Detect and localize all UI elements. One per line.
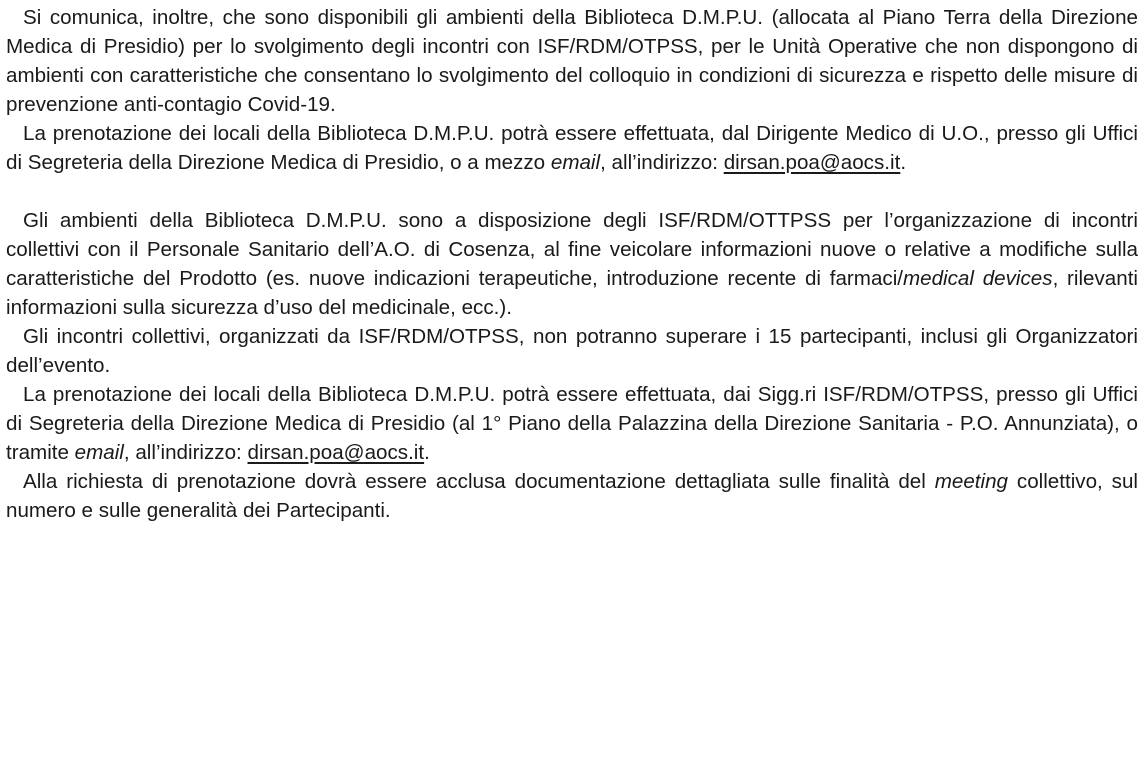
paragraph-text: , rilevanti informazioni sulla sicurezza d’uso del medicinale, ecc.). bbox=[6, 267, 1139, 319]
paragraph-booking-doctors bbox=[6, 119, 1138, 177]
paragraph-text: Gli incontri collettivi, organizzati da ISF/RDM/OTPSS, non potranno superare i 15 partecipanti, inclusi gli Organizzatori dell’evento. bbox=[6, 325, 1138, 377]
paragraph-text: Alla richiesta di prenotazione dovrà essere acclusa documentazione dettagliata sulle finalità del bbox=[23, 470, 935, 493]
email-word: email bbox=[74, 441, 124, 464]
meeting-term: meeting bbox=[934, 470, 1008, 493]
paragraph-booking-representatives bbox=[6, 380, 1138, 467]
paragraph-text: La prenotazione dei locali della Biblioteca D.M.P.U. potrà essere effettuata, dal Dirigente Medico di U.O., presso gli Uffici di Segreteria della Direzione Medica di Presidio, o a mezzo bbox=[6, 122, 1138, 174]
paragraph-participant-limit bbox=[6, 322, 1138, 380]
paragraph-text: , all’indirizzo: bbox=[123, 441, 248, 464]
paragraph-text: La prenotazione dei locali della Biblioteca D.M.P.U. potrà essere effettuata, dai Sigg.ri ISF/RDM/OTPSS, presso gli Uffici di Segreteria della Direzione Medica di Presidio (al 1° Piano della Palazzina della Direzione Sanitaria - P.O. Annunziata), o tramite bbox=[6, 383, 1138, 464]
email-link[interactable]: dirsan.poa@aocs.it bbox=[723, 151, 901, 174]
email-word: email bbox=[550, 151, 601, 174]
paragraph-library-availability bbox=[6, 3, 1138, 119]
paragraph-text: . bbox=[900, 151, 907, 174]
paragraph-collective-meetings bbox=[6, 206, 1138, 322]
paragraph-text: collettivo, sul numero e sulle generalità dei Partecipanti. bbox=[6, 470, 1138, 522]
paragraph-text: . bbox=[424, 441, 430, 464]
paragraph-text: Gli ambienti della Biblioteca D.M.P.U. sono a disposizione degli ISF/RDM/OTTPSS per l’organizzazione di incontri collettivi con il Personale Sanitario dell’A.O. di Cosenza, al fine veicolare informazioni nuove o relative a modifiche sulla caratteristiche del Prodotto (es. nuove indicazioni terapeutiche, introduzione recente di farmaci/ bbox=[6, 209, 1138, 290]
paragraph-documentation-required bbox=[6, 467, 1138, 525]
paragraph-text: Si comunica, inoltre, che sono disponibili gli ambienti della Biblioteca D.M.P.U. (allocata al Piano Terra della Direzione Medica di Presidio) per lo svolgimento degli incontri con ISF/RDM/OTPSS, per le Unità Operative che non dispongono di ambienti con caratteristiche che consentano lo svolgimento del colloquio in condizioni di sicurezza e rispetto delle misure di prevenzione anti-contagio Covid-19. bbox=[6, 6, 1138, 116]
paragraph-text: , all’indirizzo: bbox=[600, 151, 724, 174]
medical-devices-term: medical devices bbox=[903, 267, 1053, 290]
email-link[interactable]: dirsan.poa@aocs.it bbox=[247, 441, 425, 464]
document-body bbox=[6, 3, 1138, 525]
